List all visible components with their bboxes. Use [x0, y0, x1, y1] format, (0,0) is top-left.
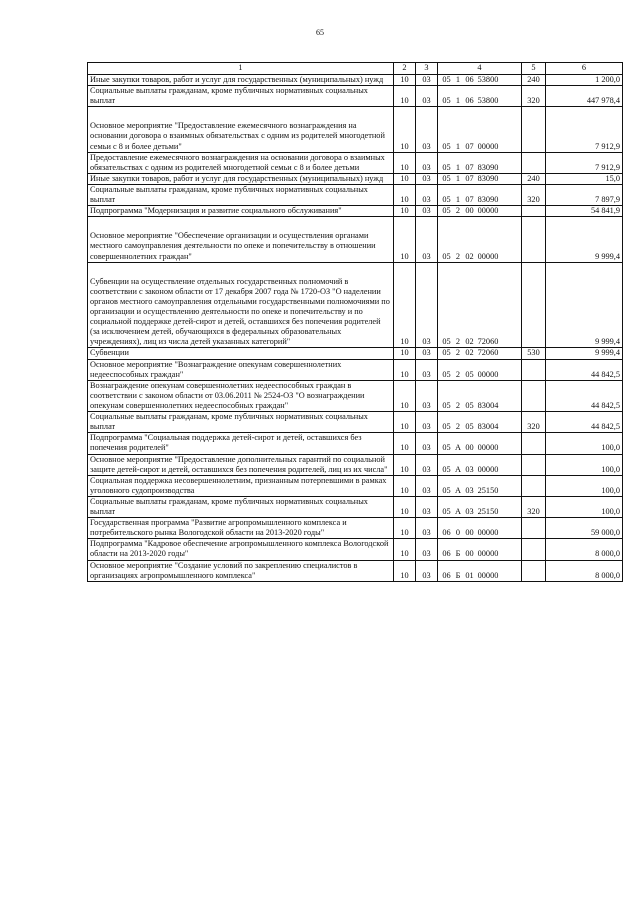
table-row — [88, 217, 623, 262]
target-code-measure: 02 — [465, 251, 474, 261]
target-code-program: 05 — [442, 485, 451, 495]
expense-type: 320 — [522, 496, 546, 517]
budget-table — [87, 62, 623, 582]
target-code-program: 05 — [442, 443, 451, 453]
section-code: 10 — [394, 206, 416, 217]
header-row — [88, 63, 623, 75]
target-code-direction: 00000 — [477, 443, 499, 453]
section-code: 10 — [394, 475, 416, 496]
target-code-subprogram: А — [455, 507, 461, 517]
amount: 59 000,0 — [546, 518, 623, 539]
target-code-program: 05 — [442, 96, 451, 106]
table-row — [88, 107, 623, 152]
table-row — [88, 380, 623, 411]
table-row — [88, 433, 623, 454]
section-code: 10 — [394, 454, 416, 475]
target-code-program: 05 — [442, 337, 451, 347]
target-code-program: 05 — [442, 464, 451, 474]
row-name: Подпрограмма "Модернизация и развитие социального обслуживания" — [88, 206, 394, 217]
section-code: 10 — [394, 348, 416, 359]
target-code — [438, 184, 522, 205]
table-row — [88, 262, 623, 348]
section-code: 10 — [394, 107, 416, 152]
subsection-code: 03 — [416, 75, 438, 86]
amount: 8 000,0 — [546, 560, 623, 581]
target-code — [438, 206, 522, 217]
subsection-code: 03 — [416, 539, 438, 560]
target-code — [438, 152, 522, 173]
subsection-code: 03 — [416, 262, 438, 348]
expense-type — [522, 433, 546, 454]
table-row — [88, 86, 623, 107]
table-row — [88, 539, 623, 560]
target-code-subprogram: 2 — [455, 337, 461, 347]
target-code — [438, 454, 522, 475]
target-code-direction: 83004 — [477, 400, 499, 410]
subsection-code: 03 — [416, 86, 438, 107]
subsection-code: 03 — [416, 348, 438, 359]
row-name: Основное мероприятие "Предоставление дополнительных гарантий по социальной защите детей-сирот и детей, оставшихся без попечения родителей, лиц из их числа" — [88, 454, 394, 475]
row-name: Социальная поддержка несовершеннолетним, признанным потерпевшими в рамках уголовного судопроизводства — [88, 475, 394, 496]
expense-type: 320 — [522, 412, 546, 433]
subsection-code: 03 — [416, 412, 438, 433]
target-code-measure: 07 — [465, 195, 474, 205]
section-code: 10 — [394, 173, 416, 184]
target-code-subprogram: 2 — [455, 206, 461, 216]
target-code — [438, 518, 522, 539]
amount: 54 841,9 — [546, 206, 623, 217]
subsection-code: 03 — [416, 433, 438, 454]
row-name: Предоставление ежемесячного вознаграждения на основании договора о взаимных обязательствах с одним из родителей многодетной семьи с 8 и более детьми — [88, 152, 394, 173]
amount: 100,0 — [546, 475, 623, 496]
table-row — [88, 359, 623, 380]
target-code-program: 05 — [442, 162, 451, 172]
target-code-direction: 00000 — [477, 549, 499, 559]
target-code — [438, 359, 522, 380]
target-code-subprogram: 0 — [455, 528, 461, 538]
target-code-program: 05 — [442, 400, 451, 410]
target-code — [438, 348, 522, 359]
target-code — [438, 86, 522, 107]
target-code-program: 05 — [442, 251, 451, 261]
target-code-measure: 00 — [465, 549, 474, 559]
target-code — [438, 560, 522, 581]
target-code-program: 05 — [442, 348, 451, 358]
target-code-subprogram: 2 — [455, 369, 461, 379]
target-code-subprogram: 1 — [455, 195, 461, 205]
target-code-direction: 53800 — [477, 75, 499, 84]
table-row — [88, 206, 623, 217]
section-code: 10 — [394, 86, 416, 107]
amount: 8 000,0 — [546, 539, 623, 560]
table-row — [88, 454, 623, 475]
target-code-direction: 53800 — [477, 96, 499, 106]
target-code-direction: 00000 — [477, 206, 499, 216]
expense-type: 530 — [522, 348, 546, 359]
row-name: Подпрограмма "Социальная поддержка детей-сирот и детей, оставшихся без попечения родителей" — [88, 433, 394, 454]
subsection-code: 03 — [416, 206, 438, 217]
expense-type — [522, 454, 546, 475]
expense-type — [522, 262, 546, 348]
expense-type — [522, 560, 546, 581]
expense-type — [522, 475, 546, 496]
amount: 44 842,5 — [546, 412, 623, 433]
target-code-measure: 01 — [465, 570, 474, 580]
row-name: Социальные выплаты гражданам, кроме публичных нормативных социальных выплат — [88, 86, 394, 107]
amount: 44 842,5 — [546, 380, 623, 411]
target-code-measure: 00 — [465, 443, 474, 453]
target-code — [438, 433, 522, 454]
amount: 7 912,9 — [546, 152, 623, 173]
row-name: Иные закупки товаров, работ и услуг для государственных (муниципальных) нужд — [88, 75, 394, 86]
page-number: 65 — [316, 28, 324, 37]
table-row — [88, 348, 623, 359]
section-code: 10 — [394, 518, 416, 539]
target-code-subprogram: Б — [455, 570, 461, 580]
target-code-measure: 05 — [465, 422, 474, 432]
table-row — [88, 152, 623, 173]
target-code-direction: 83090 — [477, 173, 499, 183]
section-code: 10 — [394, 433, 416, 454]
amount: 9 999,4 — [546, 348, 623, 359]
table-row — [88, 475, 623, 496]
target-code — [438, 496, 522, 517]
target-code-measure: 00 — [465, 528, 474, 538]
expense-type — [522, 518, 546, 539]
target-code-direction: 00000 — [477, 528, 499, 538]
target-code-measure: 07 — [465, 141, 474, 151]
header-cell: 2 — [394, 63, 416, 75]
expense-type — [522, 107, 546, 152]
amount: 44 842,5 — [546, 359, 623, 380]
target-code — [438, 75, 522, 86]
target-code — [438, 412, 522, 433]
subsection-code: 03 — [416, 152, 438, 173]
target-code-program: 05 — [442, 173, 451, 183]
table-row — [88, 75, 623, 86]
amount: 1 200,0 — [546, 75, 623, 86]
target-code-program: 05 — [442, 369, 451, 379]
target-code-direction: 00000 — [477, 251, 499, 261]
expense-type: 240 — [522, 173, 546, 184]
row-name: Основное мероприятие "Вознаграждение опекунам совершеннолетних недееспособных граждан" — [88, 359, 394, 380]
target-code — [438, 539, 522, 560]
row-name: Субвенции на осуществление отдельных государственных полномочий в соответствии с законом области от 17 декабря 2007 года № 1720-ОЗ "О наделении органов местного самоуправления отдельными государственными полномочиями по организации и осуществлению деятельности по опеке и попечительству и по социальной поддержке детей-сирот и детей, оставшихся без попечения родителей (за исключением детей, обучающихся в федеральных образовательных учреждениях), лиц из числа детей указанных категорий" — [88, 262, 394, 348]
expense-type — [522, 539, 546, 560]
target-code-subprogram: 1 — [455, 173, 461, 183]
target-code-measure: 00 — [465, 206, 474, 216]
target-code-direction: 25150 — [477, 485, 499, 495]
amount: 9 999,4 — [546, 262, 623, 348]
target-code-measure: 06 — [465, 75, 474, 84]
section-code: 10 — [394, 380, 416, 411]
amount: 447 978,4 — [546, 86, 623, 107]
row-name: Вознаграждение опекунам совершеннолетних недееспособных граждан в соответствии с законом области от 03.06.2011 № 2524-ОЗ "О вознаграждении опекунам совершеннолетних недееспособных граждан" — [88, 380, 394, 411]
amount: 100,0 — [546, 433, 623, 454]
target-code-measure: 02 — [465, 348, 474, 358]
subsection-code: 03 — [416, 184, 438, 205]
row-name: Субвенции — [88, 348, 394, 359]
subsection-code: 03 — [416, 560, 438, 581]
target-code-measure: 05 — [465, 400, 474, 410]
target-code — [438, 107, 522, 152]
target-code-subprogram: 2 — [455, 422, 461, 432]
expense-type — [522, 152, 546, 173]
target-code-subprogram: А — [455, 485, 461, 495]
amount: 7 897,9 — [546, 184, 623, 205]
expense-type: 240 — [522, 75, 546, 86]
target-code-measure: 02 — [465, 337, 474, 347]
subsection-code: 03 — [416, 475, 438, 496]
subsection-code: 03 — [416, 217, 438, 262]
header-cell: 1 — [88, 63, 394, 75]
subsection-code: 03 — [416, 173, 438, 184]
target-code-measure: 03 — [465, 507, 474, 517]
target-code — [438, 380, 522, 411]
subsection-code: 03 — [416, 359, 438, 380]
row-name: Социальные выплаты гражданам, кроме публичных нормативных социальных выплат — [88, 184, 394, 205]
target-code — [438, 173, 522, 184]
expense-type — [522, 359, 546, 380]
row-name: Подпрограмма "Кадровое обеспечение агропромышленного комплекса Вологодской области на 2013-2020 годы" — [88, 539, 394, 560]
target-code-measure: 03 — [465, 464, 474, 474]
target-code — [438, 475, 522, 496]
amount: 7 912,9 — [546, 107, 623, 152]
target-code-direction: 72060 — [477, 337, 499, 347]
table-row — [88, 518, 623, 539]
section-code: 10 — [394, 359, 416, 380]
target-code-direction: 00000 — [477, 141, 499, 151]
target-code-subprogram: Б — [455, 549, 461, 559]
target-code — [438, 217, 522, 262]
amount: 15,0 — [546, 173, 623, 184]
subsection-code: 03 — [416, 518, 438, 539]
target-code-direction: 72060 — [477, 348, 499, 358]
target-code-program: 05 — [442, 195, 451, 205]
expense-type — [522, 380, 546, 411]
target-code-measure: 07 — [465, 162, 474, 172]
header-cell: 4 — [438, 63, 522, 75]
target-code-direction: 25150 — [477, 507, 499, 517]
subsection-code: 03 — [416, 454, 438, 475]
expense-type: 320 — [522, 86, 546, 107]
section-code: 10 — [394, 539, 416, 560]
target-code-subprogram: 2 — [455, 251, 461, 261]
target-code-program: 06 — [442, 528, 451, 538]
row-name: Государственная программа "Развитие агропромышленного комплекса и потребительского рынка Вологодской области на 2013-2020 годы" — [88, 518, 394, 539]
target-code-subprogram: 1 — [455, 141, 461, 151]
amount: 100,0 — [546, 454, 623, 475]
row-name: Социальные выплаты гражданам, кроме публичных нормативных социальных выплат — [88, 412, 394, 433]
target-code-measure: 05 — [465, 369, 474, 379]
section-code: 10 — [394, 262, 416, 348]
section-code: 10 — [394, 75, 416, 86]
target-code — [438, 262, 522, 348]
section-code: 10 — [394, 412, 416, 433]
target-code-subprogram: 1 — [455, 96, 461, 106]
target-code-program: 05 — [442, 75, 451, 84]
header-cell: 3 — [416, 63, 438, 75]
row-name: Основное мероприятие "Создание условий по закреплению специалистов в организациях агропромышленного комплекса" — [88, 560, 394, 581]
target-code-direction: 00000 — [477, 369, 499, 379]
section-code: 10 — [394, 217, 416, 262]
section-code: 10 — [394, 560, 416, 581]
amount: 9 999,4 — [546, 217, 623, 262]
target-code-direction: 00000 — [477, 570, 499, 580]
target-code-subprogram: А — [455, 464, 461, 474]
target-code-program: 05 — [442, 507, 451, 517]
target-code-measure: 06 — [465, 96, 474, 106]
section-code: 10 — [394, 184, 416, 205]
table-row — [88, 496, 623, 517]
target-code-direction: 83004 — [477, 422, 499, 432]
expense-type: 320 — [522, 184, 546, 205]
target-code-subprogram: 1 — [455, 75, 461, 84]
subsection-code: 03 — [416, 107, 438, 152]
target-code-subprogram: 2 — [455, 400, 461, 410]
target-code-direction: 83090 — [477, 162, 499, 172]
header-cell: 5 — [522, 63, 546, 75]
table-row — [88, 173, 623, 184]
row-name: Основное мероприятие "Обеспечение организации и осуществления органами местного самоуправления деятельности по опеке и попечительству в отношении совершеннолетних граждан" — [88, 217, 394, 262]
target-code-subprogram: 2 — [455, 348, 461, 358]
target-code-program: 05 — [442, 422, 451, 432]
expense-type — [522, 206, 546, 217]
expense-type — [522, 217, 546, 262]
target-code-program: 05 — [442, 141, 451, 151]
header-cell: 6 — [546, 63, 623, 75]
subsection-code: 03 — [416, 496, 438, 517]
target-code-direction: 83090 — [477, 195, 499, 205]
row-name: Социальные выплаты гражданам, кроме публичных нормативных социальных выплат — [88, 496, 394, 517]
target-code-direction: 00000 — [477, 464, 499, 474]
target-code-subprogram: А — [455, 443, 461, 453]
target-code-program: 06 — [442, 549, 451, 559]
table-row — [88, 560, 623, 581]
section-code: 10 — [394, 496, 416, 517]
subsection-code: 03 — [416, 380, 438, 411]
table-row — [88, 184, 623, 205]
target-code-measure: 03 — [465, 485, 474, 495]
target-code-measure: 07 — [465, 173, 474, 183]
target-code-program: 06 — [442, 570, 451, 580]
table-row — [88, 412, 623, 433]
row-name: Основное мероприятие "Предоставление ежемесячного вознаграждения на основании договора о взаимных обязательствах с одним из родителей многодетной семьи с 8 и более детьми" — [88, 107, 394, 152]
section-code: 10 — [394, 152, 416, 173]
row-name: Иные закупки товаров, работ и услуг для государственных (муниципальных) нужд — [88, 173, 394, 184]
target-code-program: 05 — [442, 206, 451, 216]
target-code-subprogram: 1 — [455, 162, 461, 172]
amount: 100,0 — [546, 496, 623, 517]
